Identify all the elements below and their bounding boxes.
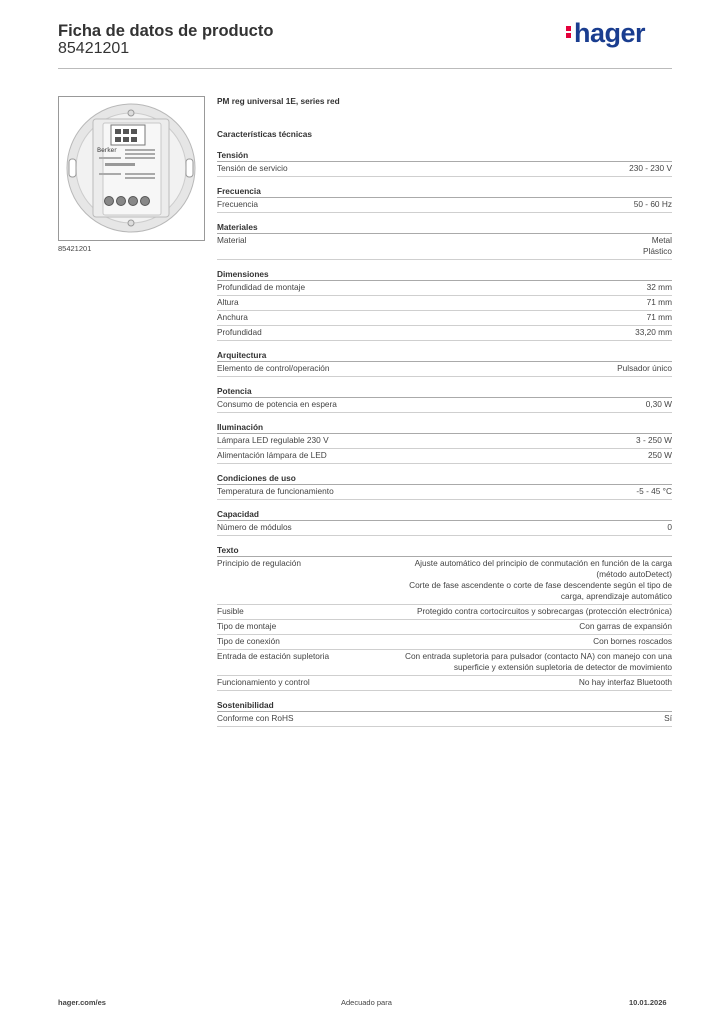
spec-section bbox=[217, 221, 672, 260]
spec-row bbox=[217, 198, 672, 213]
footer-website[interactable]: hager.com/es bbox=[58, 998, 106, 1007]
spec-row bbox=[217, 311, 672, 326]
section-title: Dimensiones bbox=[217, 268, 672, 281]
product-code: 85421201 bbox=[58, 40, 130, 57]
brand-mark: Berker bbox=[97, 147, 117, 154]
spec-row bbox=[217, 650, 672, 676]
header-divider bbox=[58, 68, 672, 69]
spec-section bbox=[217, 421, 672, 464]
spec-label: Alimentación lámpara de LED bbox=[217, 450, 327, 460]
spec-section bbox=[217, 544, 672, 691]
logo-dots-icon bbox=[566, 24, 571, 40]
spec-label: Frecuencia bbox=[217, 199, 259, 209]
product-image bbox=[58, 96, 205, 241]
spec-row bbox=[217, 557, 672, 605]
spec-section bbox=[217, 149, 672, 177]
section-title: Texto bbox=[217, 544, 672, 557]
spec-value: 230 - 230 V bbox=[629, 163, 672, 173]
footer-suitable-for: Adecuado para bbox=[341, 998, 392, 1007]
section-title: Materiales bbox=[217, 221, 672, 234]
hager-logo bbox=[566, 18, 645, 49]
spec-value: Metal Plástico bbox=[642, 235, 672, 256]
spec-row bbox=[217, 620, 672, 635]
spec-label: Principio de regulación bbox=[217, 558, 301, 568]
spec-label: Tensión de servicio bbox=[217, 163, 288, 173]
spec-row bbox=[217, 362, 672, 377]
spec-label: Altura bbox=[217, 297, 239, 307]
spec-value: -5 - 45 °C bbox=[636, 486, 672, 496]
product-name: PM reg universal 1E, series red bbox=[217, 96, 340, 106]
spec-label: Tipo de conexión bbox=[217, 636, 280, 646]
spec-value: 32 mm bbox=[646, 282, 672, 292]
spec-value: Con garras de expansión bbox=[579, 621, 672, 631]
spec-row bbox=[217, 712, 672, 727]
footer-date: 10.01.2026 bbox=[629, 998, 667, 1007]
spec-value: 250 W bbox=[648, 450, 672, 460]
spec-row bbox=[217, 326, 672, 341]
spec-section bbox=[217, 508, 672, 536]
spec-row bbox=[217, 676, 672, 691]
spec-label: Profundidad de montaje bbox=[217, 282, 306, 292]
spec-value: 0,30 W bbox=[645, 399, 672, 409]
section-title: Frecuencia bbox=[217, 185, 672, 198]
spec-row bbox=[217, 635, 672, 650]
spec-value: Protegido contra cortocircuitos y sobrecargas (protección electrónica) bbox=[416, 606, 672, 616]
dimmer-insert-icon bbox=[59, 97, 204, 240]
image-caption: 85421201 bbox=[58, 244, 92, 253]
spec-row bbox=[217, 485, 672, 500]
spec-label: Elemento de control/operación bbox=[217, 363, 330, 373]
spec-label: Fusible bbox=[217, 606, 244, 616]
spec-label: Entrada de estación supletoria bbox=[217, 651, 330, 661]
spec-value: 33,20 mm bbox=[635, 327, 672, 337]
section-title: Arquitectura bbox=[217, 349, 672, 362]
spec-row bbox=[217, 162, 672, 177]
spec-value: 71 mm bbox=[646, 297, 672, 307]
page-title: Ficha de datos de producto bbox=[58, 22, 274, 40]
spec-section bbox=[217, 385, 672, 413]
spec-label: Conforme con RoHS bbox=[217, 713, 294, 723]
spec-section bbox=[217, 699, 672, 727]
spec-label: Profundidad bbox=[217, 327, 262, 337]
spec-value: No hay interfaz Bluetooth bbox=[578, 677, 672, 687]
section-title: Tensión bbox=[217, 149, 672, 162]
spec-value: 3 - 250 W bbox=[636, 435, 672, 445]
spec-row bbox=[217, 605, 672, 620]
spec-value: Ajuste automático del principio de conmutación en función de la carga (método autoDetect) Corte de fase ascendente o corte de fase descendente según el tipo de carga, aprendizaje automático bbox=[409, 558, 672, 601]
spec-value: Con entrada supletoria para pulsador (contacto NA) con manejo con una superficie y extensión supletoria de detector de movimiento bbox=[404, 651, 672, 672]
spec-section bbox=[217, 185, 672, 213]
spec-label: Funcionamiento y control bbox=[217, 677, 310, 687]
spec-label: Material bbox=[217, 235, 247, 245]
spec-row bbox=[217, 434, 672, 449]
spec-label: Consumo de potencia en espera bbox=[217, 399, 337, 409]
spec-row bbox=[217, 521, 672, 536]
spec-label: Tipo de montaje bbox=[217, 621, 277, 631]
spec-sections bbox=[217, 149, 672, 727]
spec-label: Temperatura de funcionamiento bbox=[217, 486, 334, 496]
technical-characteristics-heading: Características técnicas bbox=[217, 129, 313, 139]
spec-value: Pulsador único bbox=[617, 363, 672, 373]
section-title: Capacidad bbox=[217, 508, 672, 521]
section-title: Condiciones de uso bbox=[217, 472, 672, 485]
spec-value: Sí bbox=[664, 713, 672, 723]
spec-row bbox=[217, 398, 672, 413]
logo-text: hager bbox=[574, 18, 646, 48]
spec-section bbox=[217, 268, 672, 341]
spec-value: 71 mm bbox=[646, 312, 672, 322]
section-title: Sostenibilidad bbox=[217, 699, 672, 712]
spec-value: Con bornes roscados bbox=[593, 636, 672, 646]
spec-sheet bbox=[217, 96, 672, 735]
spec-row bbox=[217, 296, 672, 311]
section-title: Potencia bbox=[217, 385, 672, 398]
spec-value: 0 bbox=[667, 522, 672, 532]
section-title: Iluminación bbox=[217, 421, 672, 434]
spec-section bbox=[217, 349, 672, 377]
spec-section bbox=[217, 472, 672, 500]
spec-label: Lámpara LED regulable 230 V bbox=[217, 435, 329, 445]
spec-value: 50 - 60 Hz bbox=[633, 199, 672, 209]
spec-label: Anchura bbox=[217, 312, 248, 322]
spec-label: Número de módulos bbox=[217, 522, 292, 532]
spec-row bbox=[217, 281, 672, 296]
spec-row bbox=[217, 234, 672, 260]
spec-row bbox=[217, 449, 672, 464]
